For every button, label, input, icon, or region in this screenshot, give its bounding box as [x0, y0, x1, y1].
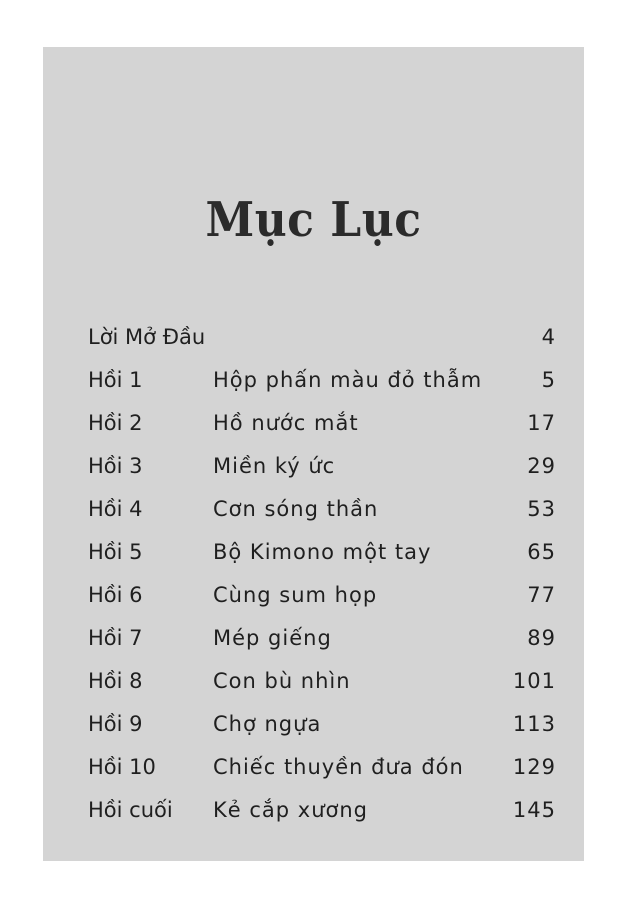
- toc-chapter-name: Hồ nước mắt: [213, 411, 359, 435]
- toc-page-number: 101: [512, 669, 556, 693]
- toc-row: [43, 790, 584, 830]
- toc-chapter-name: Cơn sóng thần: [213, 497, 379, 521]
- toc-page-number: 77: [527, 583, 556, 607]
- toc-chapter-label: Hồi 3: [88, 454, 143, 478]
- toc-chapter-label: Hồi 10: [88, 755, 156, 779]
- toc-row: [43, 317, 584, 357]
- toc-chapter-name: Miền ký ức: [213, 454, 336, 478]
- toc-row: [43, 532, 584, 572]
- toc-chapter-name: Cùng sum họp: [213, 583, 378, 607]
- toc-chapter-name: Con bù nhìn: [213, 669, 351, 693]
- toc-chapter-name: Chiếc thuyền đưa đón: [213, 755, 464, 779]
- toc-chapter-label: Hồi 9: [88, 712, 143, 736]
- toc-row: [43, 661, 584, 701]
- toc-chapter-name: Bộ Kimono một tay: [213, 540, 432, 564]
- toc-page-number: 145: [512, 798, 556, 822]
- toc-row: [43, 575, 584, 615]
- toc-chapter-label: Lời Mở Đầu: [88, 325, 206, 349]
- page-title: Mục Lục: [205, 192, 422, 249]
- toc-page-number: 89: [527, 626, 556, 650]
- toc-page-number: 53: [527, 497, 556, 521]
- toc-page-number: 65: [527, 540, 556, 564]
- toc-chapter-label: Hồi 2: [88, 411, 143, 435]
- toc-page-number: 4: [541, 325, 556, 349]
- toc-page-number: 113: [512, 712, 556, 736]
- toc-page-number: 129: [512, 755, 556, 779]
- toc-row: [43, 403, 584, 443]
- toc-row: [43, 618, 584, 658]
- toc-chapter-label: Hồi cuối: [88, 798, 173, 822]
- toc-chapter-name: Mép giếng: [213, 626, 332, 650]
- toc-page-number: 29: [527, 454, 556, 478]
- book-page: [43, 47, 584, 861]
- toc-page-number: 5: [541, 368, 556, 392]
- toc-chapter-label: Hồi 5: [88, 540, 143, 564]
- toc-row: [43, 747, 584, 787]
- toc-chapter-label: Hồi 1: [88, 368, 143, 392]
- toc-chapter-label: Hồi 4: [88, 497, 143, 521]
- toc-chapter-label: Hồi 6: [88, 583, 143, 607]
- toc-chapter-label: Hồi 7: [88, 626, 143, 650]
- toc-chapter-name: Kẻ cắp xương: [213, 798, 369, 822]
- toc-row: [43, 489, 584, 529]
- toc-row: [43, 446, 584, 486]
- toc-page-number: 17: [527, 411, 556, 435]
- toc-row: [43, 704, 584, 744]
- toc-chapter-label: Hồi 8: [88, 669, 143, 693]
- toc-chapter-name: Chợ ngựa: [213, 712, 322, 736]
- toc-row: [43, 360, 584, 400]
- toc-chapter-name: Hộp phấn màu đỏ thẫm: [213, 368, 483, 392]
